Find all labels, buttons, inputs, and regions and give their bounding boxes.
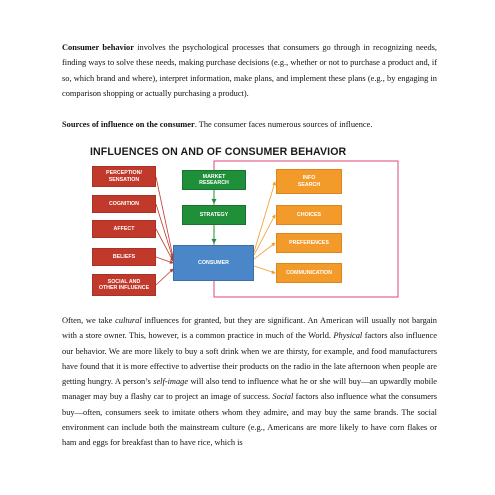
box-affect: AFFECT bbox=[92, 220, 156, 238]
box-strategy: STRATEGY bbox=[182, 205, 246, 225]
arrow-social bbox=[156, 269, 173, 285]
box-consumer: CONSUMER bbox=[173, 245, 254, 281]
arrow-cognition bbox=[156, 204, 173, 259]
box-market-research: MARKET RESEARCH bbox=[182, 170, 246, 190]
term-sources-of-influence: Sources of influence on the consumer bbox=[62, 120, 195, 129]
arrow-info-search bbox=[254, 182, 275, 252]
term-consumer-behavior: Consumer behavior bbox=[62, 43, 134, 52]
term-social: Social bbox=[272, 392, 294, 402]
paragraph-text: will also tend to influence what he or she will buy—an upwardly mobile manager may buy a flashy car to project an image of success. bbox=[62, 377, 437, 402]
paragraph-text: involves the psychological processes that consumers go through in recognizing needs, finding ways to solve these needs, making purchase decisions (e.g., whether or not to purchase a product and, if so, which brand and where), interpret information, make plans, and implement these plans (e.g., by engaging in comparison shopping or actually purchasing a product). bbox=[62, 43, 437, 98]
term-physical: Physical bbox=[333, 331, 363, 341]
paragraph-text: factors also influence what the consumers buy—often, consumers seek to imitate others whom they admire, and may buy the same brands. The social environment can include both the mainstream culture (e.g., Americans are more likely to have corn flakes or ham and eggs for breakfast than to have rice, which is bbox=[62, 392, 437, 448]
paragraph-text: factors also influence our behavior. We are more likely to buy a soft drink when we are thirsty, for example, and food manufacturers have found that it is more effective to advertise their products on the radio in the late afternoon when people are getting hungry. A person’s bbox=[62, 331, 437, 387]
paragraph-sources-of-influence bbox=[62, 117, 437, 132]
box-preferences: PREFERENCES bbox=[276, 233, 342, 253]
box-choices: CHOICES bbox=[276, 205, 342, 225]
consumer-behavior-diagram bbox=[86, 142, 402, 302]
box-info-search: INFO SEARCH bbox=[276, 169, 342, 194]
box-social-and-other-influence: SOCIAL AND OTHER INFLUENCE bbox=[92, 274, 156, 296]
paragraph-consumer-behavior bbox=[62, 40, 437, 101]
arrow-beliefs bbox=[156, 257, 173, 263]
term-self-image: self-image bbox=[153, 377, 189, 387]
arrow-preferences bbox=[254, 243, 275, 259]
paragraph-text: . The consumer faces numerous sources of influence. bbox=[194, 120, 373, 129]
box-communication: COMMUNICATION bbox=[276, 263, 342, 283]
arrow-choices bbox=[254, 215, 275, 255]
arrow-communication bbox=[254, 266, 275, 273]
paragraph-text: Often, we take bbox=[62, 316, 116, 325]
term-cultural: cultural bbox=[115, 316, 142, 325]
diagram-title: INFLUENCES ON AND OF CONSUMER BEHAVIOR bbox=[90, 146, 347, 158]
box-perception-sensation: PERCEPTION/ SENSATION bbox=[92, 166, 156, 187]
paragraph-influences bbox=[62, 313, 437, 451]
box-cognition: COGNITION bbox=[92, 195, 156, 213]
box-beliefs: BELIEFS bbox=[92, 248, 156, 266]
paragraph-text: influences for granted, but they are significant. An American will usually not bargain with a store owner. This, however, is a common practice in much of the World. bbox=[62, 316, 437, 341]
